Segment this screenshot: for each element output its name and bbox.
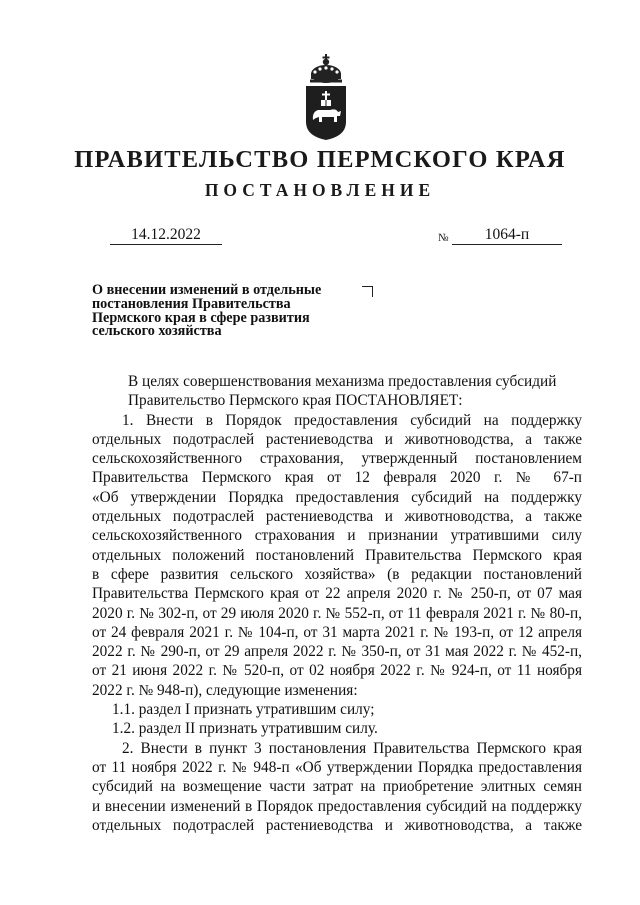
body-line: 2022 г. № 948-п), следующие изменения: [92,681,358,699]
document-type: ПОСТАНОВЛЕНИЕ [204,180,436,200]
subject-corner-mark [362,286,373,297]
body-line: Правительства Пермского края от 22 апреля 2020 г. № 250-п, от 07 мая [92,585,582,603]
body-line: В целях совершенствования механизма предоставления субсидий [128,373,557,390]
body-line: 2. Внести в пункт 3 постановления Правительства Пермского края [122,739,582,757]
body-line: от 21 июня 2022 г. № 520-п, от 02 ноября 2022 г. № 924-п, от 11 ноября [92,662,582,680]
body-line: 1. Внести в Порядок предоставления субсидий на поддержку [122,411,582,429]
body-line: сельскохозяйственного страхования, утвержденный постановлением [92,450,582,468]
number-label: № [438,232,449,244]
document-body [92,372,582,835]
subject-line: О внесении изменений в отдельные [92,282,322,298]
body-line: Правительство Пермского края ПОСТАНОВЛЯЕТ: [128,392,463,410]
body-line: субсидий на возмещение части затрат на приобретение элитных семян [92,778,582,796]
body-line: 1.1. раздел I признать утратившим силу; [112,701,375,719]
body-line: отдельных подотраслей растениеводства и животноводства, а также [92,816,582,834]
organization-title: ПРАВИТЕЛЬСТВО ПЕРМСКОГО КРАЯ [74,146,566,173]
document-number: 1064-п [484,226,530,243]
document-date: 14.12.2022 [131,226,201,243]
body-line: отдельных подотраслей растениеводства и животноводства, а также [92,430,582,448]
body-line: 2020 г. № 302-п, от 29 июля 2020 г. № 552-п, от 11 февраля 2021 г. № 80-п, [92,604,582,622]
subject-line: Пермского края в сфере развития [92,309,310,326]
body-line: отдельных подотраслей растениеводства и животноводства, а также [92,508,582,526]
body-line: и внесении изменений в Порядок предоставления субсидий на поддержку [92,797,582,815]
body-line: 2022 г. № 290-п, от 29 апреля 2022 г. № 350-п, от 31 мая 2022 г. № 452-п, [92,643,582,661]
body-line: от 11 ноября 2022 г. № 948-п «Об утверждении Порядка предоставления [92,758,582,776]
body-line: «Об утверждении Порядка предоставления субсидий на поддержку [92,488,582,506]
body-line: сельскохозяйственного страхования и признании утратившими силу [92,527,582,545]
body-line: 1.2. раздел II признать утратившим силу. [112,720,378,738]
coat-of-arms-icon [300,50,352,142]
date-underline [110,244,222,245]
body-line: в сфере развития сельского хозяйства» (в редакции постановлений [92,565,582,583]
body-line: отдельных положений постановлений Правительства Пермского края [92,546,582,564]
body-line: Правительства Пермского края от 12 февраля 2020 г. № 67-п [92,469,582,487]
number-underline [452,244,562,245]
document-subject [92,284,362,339]
subject-line: постановления Правительства [92,295,291,312]
body-line: от 24 февраля 2021 г. № 104-п, от 31 марта 2021 г. № 193-п, от 12 апреля [92,623,582,641]
subject-line: сельского хозяйства [92,323,222,340]
